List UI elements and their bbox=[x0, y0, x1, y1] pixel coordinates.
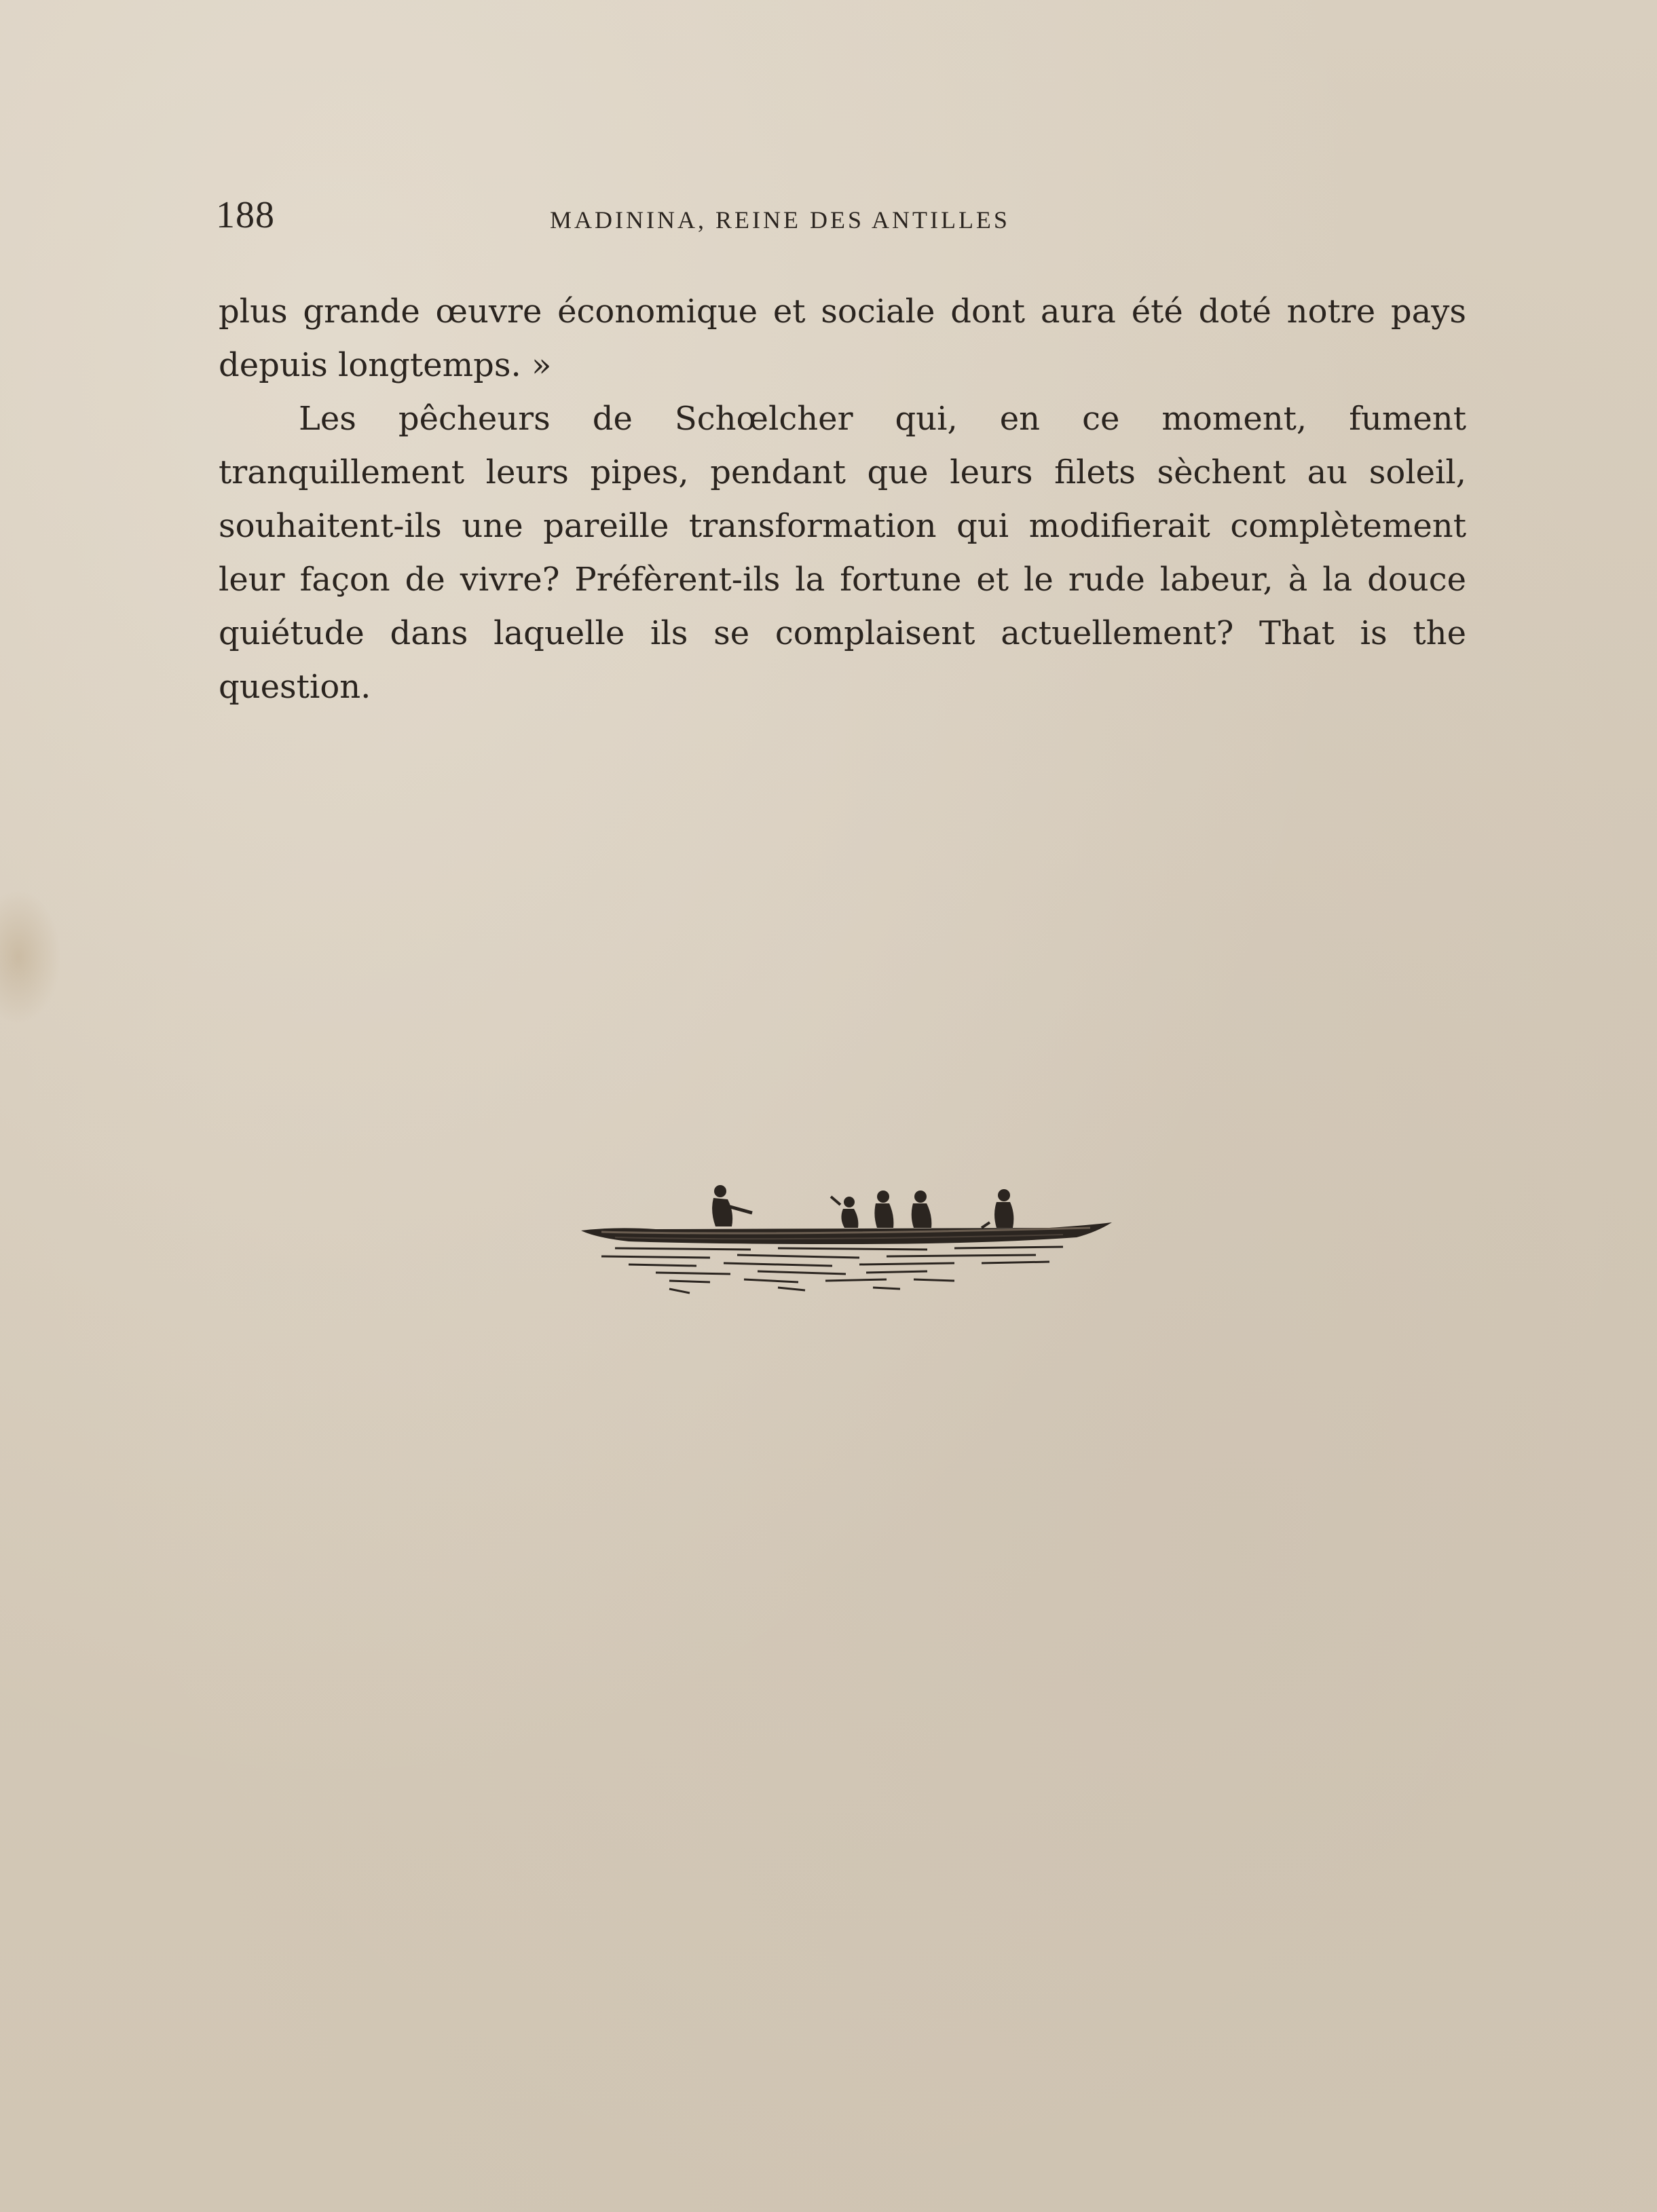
running-head bbox=[216, 193, 1466, 241]
body-text bbox=[219, 285, 1466, 714]
paragraph-2: Les pêcheurs de Schœlcher qui, en ce moment, fument tranquillement leurs pipes, pendant que leurs filets sèchent au soleil, souhaitent-ils une pareille transformation qui modifierait complètement leur façon de vivre? Préfèrent-ils la fortune et le rude labeur, à la douce quiétude dans laquelle ils se complaisent actuellement? That is the question. bbox=[219, 400, 1466, 706]
running-title: MADININA, REINE DES ANTILLES bbox=[550, 206, 1010, 233]
canoe-with-rowers-icon bbox=[574, 1178, 1117, 1327]
paper-stain bbox=[0, 889, 61, 1025]
page-number: 188 bbox=[216, 194, 275, 236]
paragraph-1: plus grande œuvre économique et sociale dont aura été doté notre pays depuis longtemps. » bbox=[219, 293, 1466, 384]
